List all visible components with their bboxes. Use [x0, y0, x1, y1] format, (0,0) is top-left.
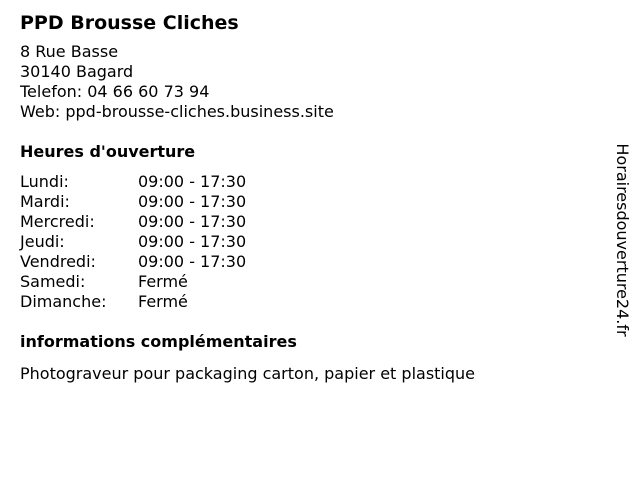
- phone-line: Telefon: 04 66 60 73 94: [20, 82, 210, 101]
- day-label: Samedi:: [20, 272, 86, 291]
- day-hours: Fermé: [138, 292, 188, 311]
- opening-hours-heading: Heures d'ouverture: [20, 142, 196, 161]
- hours-row-monday: [20, 172, 246, 192]
- hours-row-friday: [20, 252, 246, 272]
- additional-info-text: Photograveur pour packaging carton, papier et plastique: [20, 364, 476, 383]
- day-hours: Fermé: [138, 272, 188, 291]
- hours-row-saturday: [20, 272, 246, 292]
- day-label: Vendredi:: [20, 252, 96, 271]
- city-postcode: 30140 Bagard: [20, 62, 134, 81]
- day-label: Lundi:: [20, 172, 69, 191]
- day-label: Dimanche:: [20, 292, 107, 311]
- day-hours: 09:00 - 17:30: [138, 232, 247, 251]
- day-hours: 09:00 - 17:30: [138, 252, 247, 271]
- business-card: [20, 10, 590, 384]
- day-hours: 09:00 - 17:30: [138, 212, 247, 231]
- site-watermark: Horairesdouverture24.fr: [613, 143, 632, 337]
- hours-row-wednesday: [20, 212, 246, 232]
- hours-row-thursday: [20, 232, 246, 252]
- day-hours: 09:00 - 17:30: [138, 192, 247, 211]
- day-label: Mardi:: [20, 192, 70, 211]
- hours-row-tuesday: [20, 192, 246, 212]
- hours-row-sunday: [20, 292, 246, 312]
- day-label: Mercredi:: [20, 212, 95, 231]
- business-name: PPD Brousse Cliches: [20, 12, 239, 34]
- day-label: Jeudi:: [20, 232, 65, 251]
- additional-info-heading: informations complémentaires: [20, 332, 297, 351]
- website-line: Web: ppd-brousse-cliches.business.site: [20, 102, 334, 121]
- day-hours: 09:00 - 17:30: [138, 172, 247, 191]
- street-address: 8 Rue Basse: [20, 42, 119, 61]
- opening-hours-table: [20, 172, 246, 312]
